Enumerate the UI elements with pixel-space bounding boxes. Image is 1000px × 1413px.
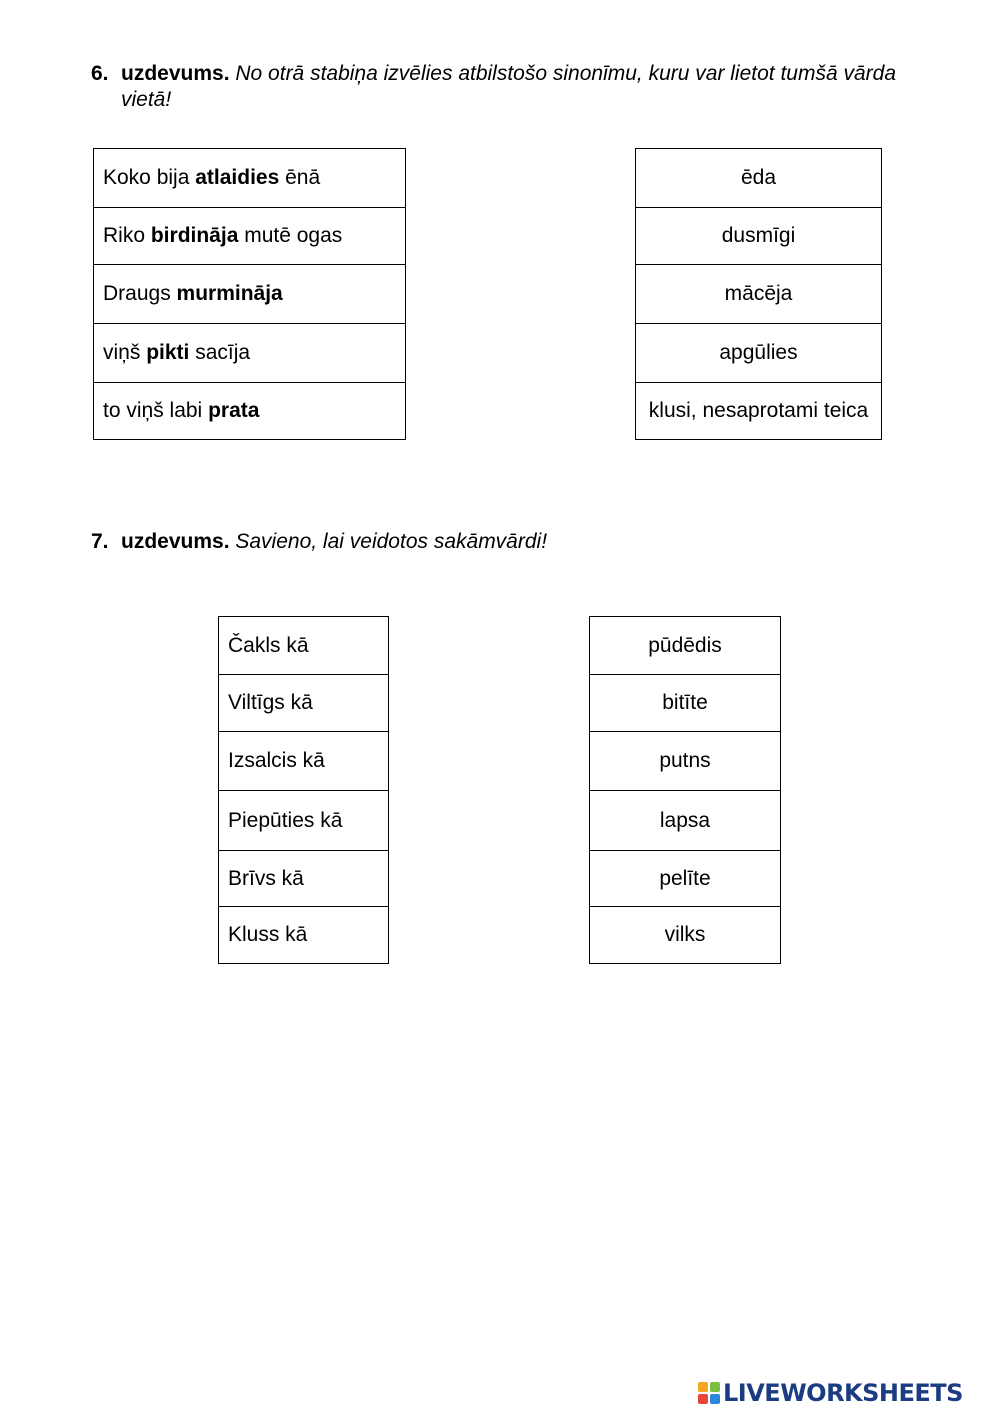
task7-ending-4[interactable]: lapsa bbox=[590, 791, 781, 851]
task7-ending-1[interactable]: pūdēdis bbox=[590, 617, 781, 675]
task6-sentences-table bbox=[93, 148, 406, 440]
task7-ending-5[interactable]: pelīte bbox=[590, 851, 781, 907]
task7-heading bbox=[91, 529, 951, 555]
task6-instruction: No otrā stabiņa izvēlies atbilstošo sinonīmu, kuru var lietot tumšā vārda vietā! bbox=[121, 62, 897, 111]
task6-target-word-2: birdināja bbox=[150, 224, 239, 247]
task7-keyword: uzdevums. bbox=[121, 530, 230, 553]
task7-endings-table bbox=[589, 616, 781, 964]
task6-keyword: uzdevums. bbox=[121, 62, 230, 85]
task6-sentence-4[interactable]: viņš pikti sacīja bbox=[94, 324, 406, 383]
task6-sentence-1[interactable]: Koko bija atlaidies ēnā bbox=[94, 149, 406, 208]
task6-target-word-3: murmināja bbox=[176, 282, 283, 305]
task6-sentence-5[interactable]: to viņš labi prata bbox=[94, 383, 406, 440]
task7-beginning-4[interactable]: Piepūties kā bbox=[219, 791, 389, 851]
task7-ending-6[interactable]: vilks bbox=[590, 907, 781, 964]
task7-ending-2[interactable]: bitīte bbox=[590, 675, 781, 732]
task7-beginnings-table bbox=[218, 616, 389, 964]
task6-synonyms-table bbox=[635, 148, 882, 440]
task6-number: 6. bbox=[91, 62, 109, 85]
task7-number: 7. bbox=[91, 530, 109, 553]
task6-target-word-4: pikti bbox=[146, 341, 190, 364]
task6-heading bbox=[91, 61, 951, 113]
task6-synonym-4[interactable]: apgūlies bbox=[636, 324, 882, 383]
task6-target-word-5: prata bbox=[208, 399, 260, 422]
liveworksheets-brand bbox=[698, 1379, 963, 1407]
task7-beginning-3[interactable]: Izsalcis kā bbox=[219, 732, 389, 791]
task6-synonym-2[interactable]: dusmīgi bbox=[636, 208, 882, 265]
task6-sentence-2[interactable]: Riko birdināja mutē ogas bbox=[94, 208, 406, 265]
task7-ending-3[interactable]: putns bbox=[590, 732, 781, 791]
liveworksheets-wordmark: LIVEWORKSHEETS bbox=[723, 1379, 963, 1407]
task7-instruction: Savieno, lai veidotos sakāmvārdi! bbox=[235, 530, 548, 553]
task6-synonym-3[interactable]: mācēja bbox=[636, 265, 882, 324]
task7-beginning-6[interactable]: Kluss kā bbox=[219, 907, 389, 964]
task7-beginning-5[interactable]: Brīvs kā bbox=[219, 851, 389, 907]
task6-synonym-1[interactable]: ēda bbox=[636, 149, 882, 208]
task6-target-word-1: atlaidies bbox=[195, 166, 280, 189]
task6-synonym-5[interactable]: klusi, nesaprotami teica bbox=[636, 383, 882, 440]
liveworksheets-logo-icon bbox=[698, 1382, 720, 1404]
task7-beginning-2[interactable]: Viltīgs kā bbox=[219, 675, 389, 732]
task6-sentence-3[interactable]: Draugs murmināja bbox=[94, 265, 406, 324]
task7-beginning-1[interactable]: Čakls kā bbox=[219, 617, 389, 675]
